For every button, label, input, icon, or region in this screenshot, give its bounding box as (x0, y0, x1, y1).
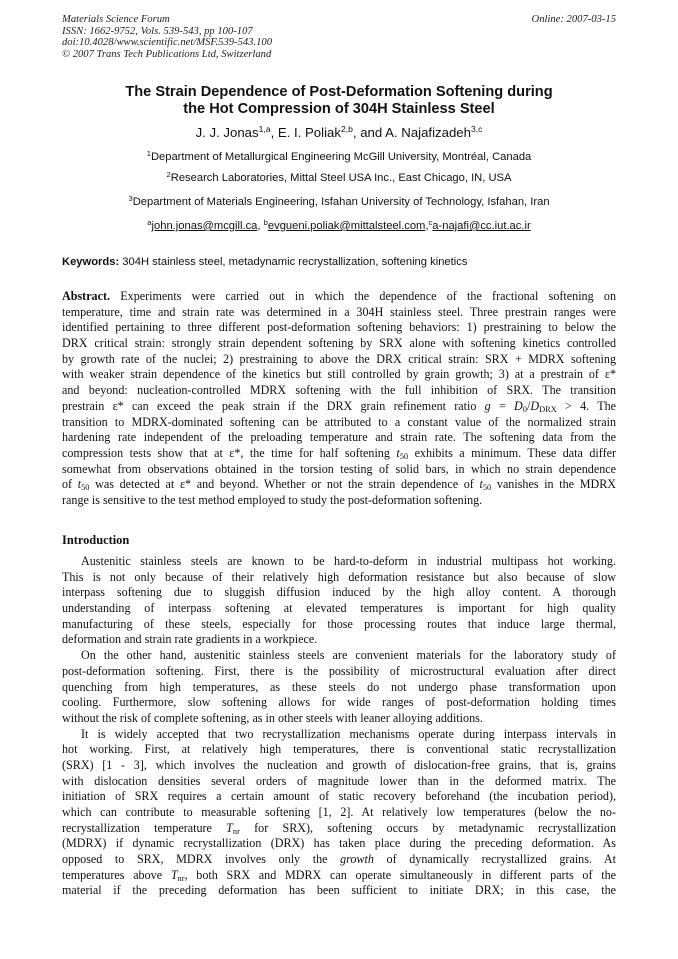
abstract-line: transition to MDRX-dominated softening can be attributed to a constant value of the normalized strain (62, 414, 616, 429)
abstract (62, 289, 616, 509)
abstract-line: prestrain ε* can exceed the peak strain if the DRX grain refinement ratio $g = D_0/D_{DRX} > 4$. The (62, 398, 616, 414)
intro-line: hot working. First, at relatively high temperatures, there is conventional static recrystallization (62, 742, 616, 757)
intro-line: On the other hand, austenitic stainless steels are convenient materials for the laboratory study of (81, 648, 616, 663)
author-affiliation-mark: 1,a (258, 124, 271, 134)
abstract-line: somewhat from observations obtained in the torsion testing of solid bars, in which no strain dependence (62, 461, 616, 476)
author-name: J. J. Jonas (195, 125, 259, 140)
intro-line: It is widely accepted that two recrystallization mechanisms operate during interpass intervals in (81, 726, 616, 741)
intro-line: This is not only because of their relatively high deformation resistance but also because of slow (62, 569, 616, 584)
section-heading-introduction: Introduction (62, 533, 130, 547)
abstract-line: compression tests show that at ε*, the time for half softening $t_{50}$ exhibits a minimum. These data differ (62, 445, 616, 461)
intro-line: with dislocation densities several orders of magnitude lower than in the deformed matrix. The (62, 773, 616, 788)
email-list: $^a$john.jonas@mcgill.ca, $^b$evgueni.poliak@mittalsteel.com,$^c$a-najafi@cc.iut.ac.ir (147, 218, 531, 232)
intro-line: initiation of SRX requires a certain amount of static recovery beforehand (the incubation period), (62, 789, 616, 804)
abstract-line: of $t_{50}$ was detected at ε* and beyond. Whether or not the strain dependence of $t_{50}$ vanishes in the MDRX (62, 477, 616, 493)
keywords-text: 304H stainless steel, metadynamic recrystallization, softening kinetics (119, 256, 468, 268)
title-line-2: the Hot Compression of 304H Stainless Steel (183, 101, 495, 117)
author-list: J. J. Jonas$^{1,a}$, E. I. Poliak$^{2,b}$, and A. Najafizadeh$^{3,c}$ (195, 124, 483, 140)
intro-line: (MDRX) if dynamic recrystallization (DRX) has taken place during the preceding deformation. As (62, 836, 616, 851)
author-name: A. Najafizadeh (385, 125, 471, 140)
journal-header (62, 14, 616, 60)
keywords (62, 255, 616, 269)
email-link[interactable]: john.jonas@mcgill.ca (151, 220, 258, 232)
abstract-line: DRX critical strain: strongly strain dependent softening by SRX alone with softening kinetics controlled (62, 336, 616, 351)
journal-name: Materials Science Forum (62, 14, 170, 25)
affiliation-3: $^3$Department of Materials Engineering, Isfahan University of Technology, Isfahan, Iran (128, 194, 550, 208)
intro-line: manufacturing of these steels, especially for those processing routes that induce large thermal, (62, 616, 616, 631)
abstract-line: with weaker strain dependence of the kinetics but still controlled by grain growth; 3) at a prestrain of ε* (62, 367, 616, 382)
email-link[interactable]: a-najafi@cc.iut.ac.ir (432, 220, 531, 232)
intro-line: quenching from high temperatures, as these steels do not undergo phase transformation upon (62, 679, 616, 694)
abstract-line: Abstract. Experiments were carried out in which the dependence of the fractional softening on (62, 289, 616, 303)
abstract-line: identified pertaining to three different post-deformation softening behaviors: 1) prestraining to below the (62, 320, 616, 335)
affiliation-2: $^2$Research Laboratories, Mittal Steel USA Inc., East Chicago, IN, USA (166, 170, 512, 184)
author-affiliation-mark: 3,c (470, 124, 483, 134)
doi-line: doi:10.4028/www.scientific.net/MSF.539-543.100 (62, 37, 272, 49)
intro-line: material if the preceding deformation has been sufficient to initiate DRX; in this case, the (62, 883, 616, 898)
intro-line: without the risk of complete softening, as in other steels with leaner alloying additions. (62, 710, 483, 725)
intro-line: recrystallization temperature $T_{nr}$ for SRX), softening occurs by metadynamic recrystallization (62, 820, 616, 836)
paper-title (62, 84, 616, 118)
intro-line: Austenitic stainless steels are known to be hard-to-deform in industrial multipass hot working. (81, 554, 616, 568)
author-affiliation-mark: 2,b (340, 124, 353, 134)
abstract-line: range is sensitive to the test method employed to study the post-deformation softening. (62, 492, 483, 507)
intro-line: understanding of interpass softening at elevated temperatures is important for high quality (62, 601, 616, 616)
abstract-label: Abstract. (62, 289, 111, 303)
intro-line: which can contribute to measurable softening [1, 2]. At relatively low temperatures (below the no- (62, 805, 616, 819)
intro-line: (SRX) [1 - 3], which involves the nucleation and growth of dislocation-free grains, that is, grains (62, 757, 616, 772)
email-link[interactable]: evgueni.poliak@mittalsteel.com (267, 220, 426, 232)
intro-line: cooling. Furthermore, slow softening allows for wide ranges of post-deformation holding times (62, 695, 616, 710)
issn-line: ISSN: 1662-9752, Vols. 539-543, pp 100-107 (62, 25, 253, 37)
author-name: E. I. Poliak (277, 125, 341, 140)
abstract-line: and beyond: nucleation-controlled MDRX softening with the full inhibition of SRX. The transition (62, 383, 616, 398)
abstract-line: by growth rate of the nuclei; 2) prestraining to above the DRX critical strain: SRX + MDRX softening (62, 351, 616, 366)
intro-line: opposed to SRX, MDRX involves only the growth of dynamically recrystallized grains. At (62, 852, 616, 867)
intro-line: temperatures above $T_{nr}$, both SRX and MDRX can operate simultaneously in different parts of the (62, 867, 616, 883)
abstract-line: hardening rate independent of the preloading temperature and strain rate. The softening data from the (62, 430, 616, 445)
title-line-1: The Strain Dependence of Post-Deformation Softening during (125, 84, 553, 100)
online-date: Online: 2007-03-15 (531, 14, 616, 25)
intro-line: deformation and strain rate gradients in a workpiece. (62, 632, 318, 647)
keywords-label: Keywords: (62, 256, 120, 268)
intro-line: post-deformation softening. First, there is the possibility of microstructural evaluation after direct (62, 663, 616, 678)
intro-line: interpass softening due to sluggish diffusion induced by the high alloy content. A thorough (62, 585, 616, 600)
introduction-body (62, 554, 616, 899)
copyright-line: © 2007 Trans Tech Publications Ltd, Switzerland (62, 48, 272, 60)
abstract-line: temperature, time and strain rate was determined in a 304H stainless steel. Three prestrain ranges were (62, 304, 616, 319)
affiliation-1: $^1$Department of Metallurgical Engineering McGill University, Montréal, Canada (146, 149, 532, 163)
